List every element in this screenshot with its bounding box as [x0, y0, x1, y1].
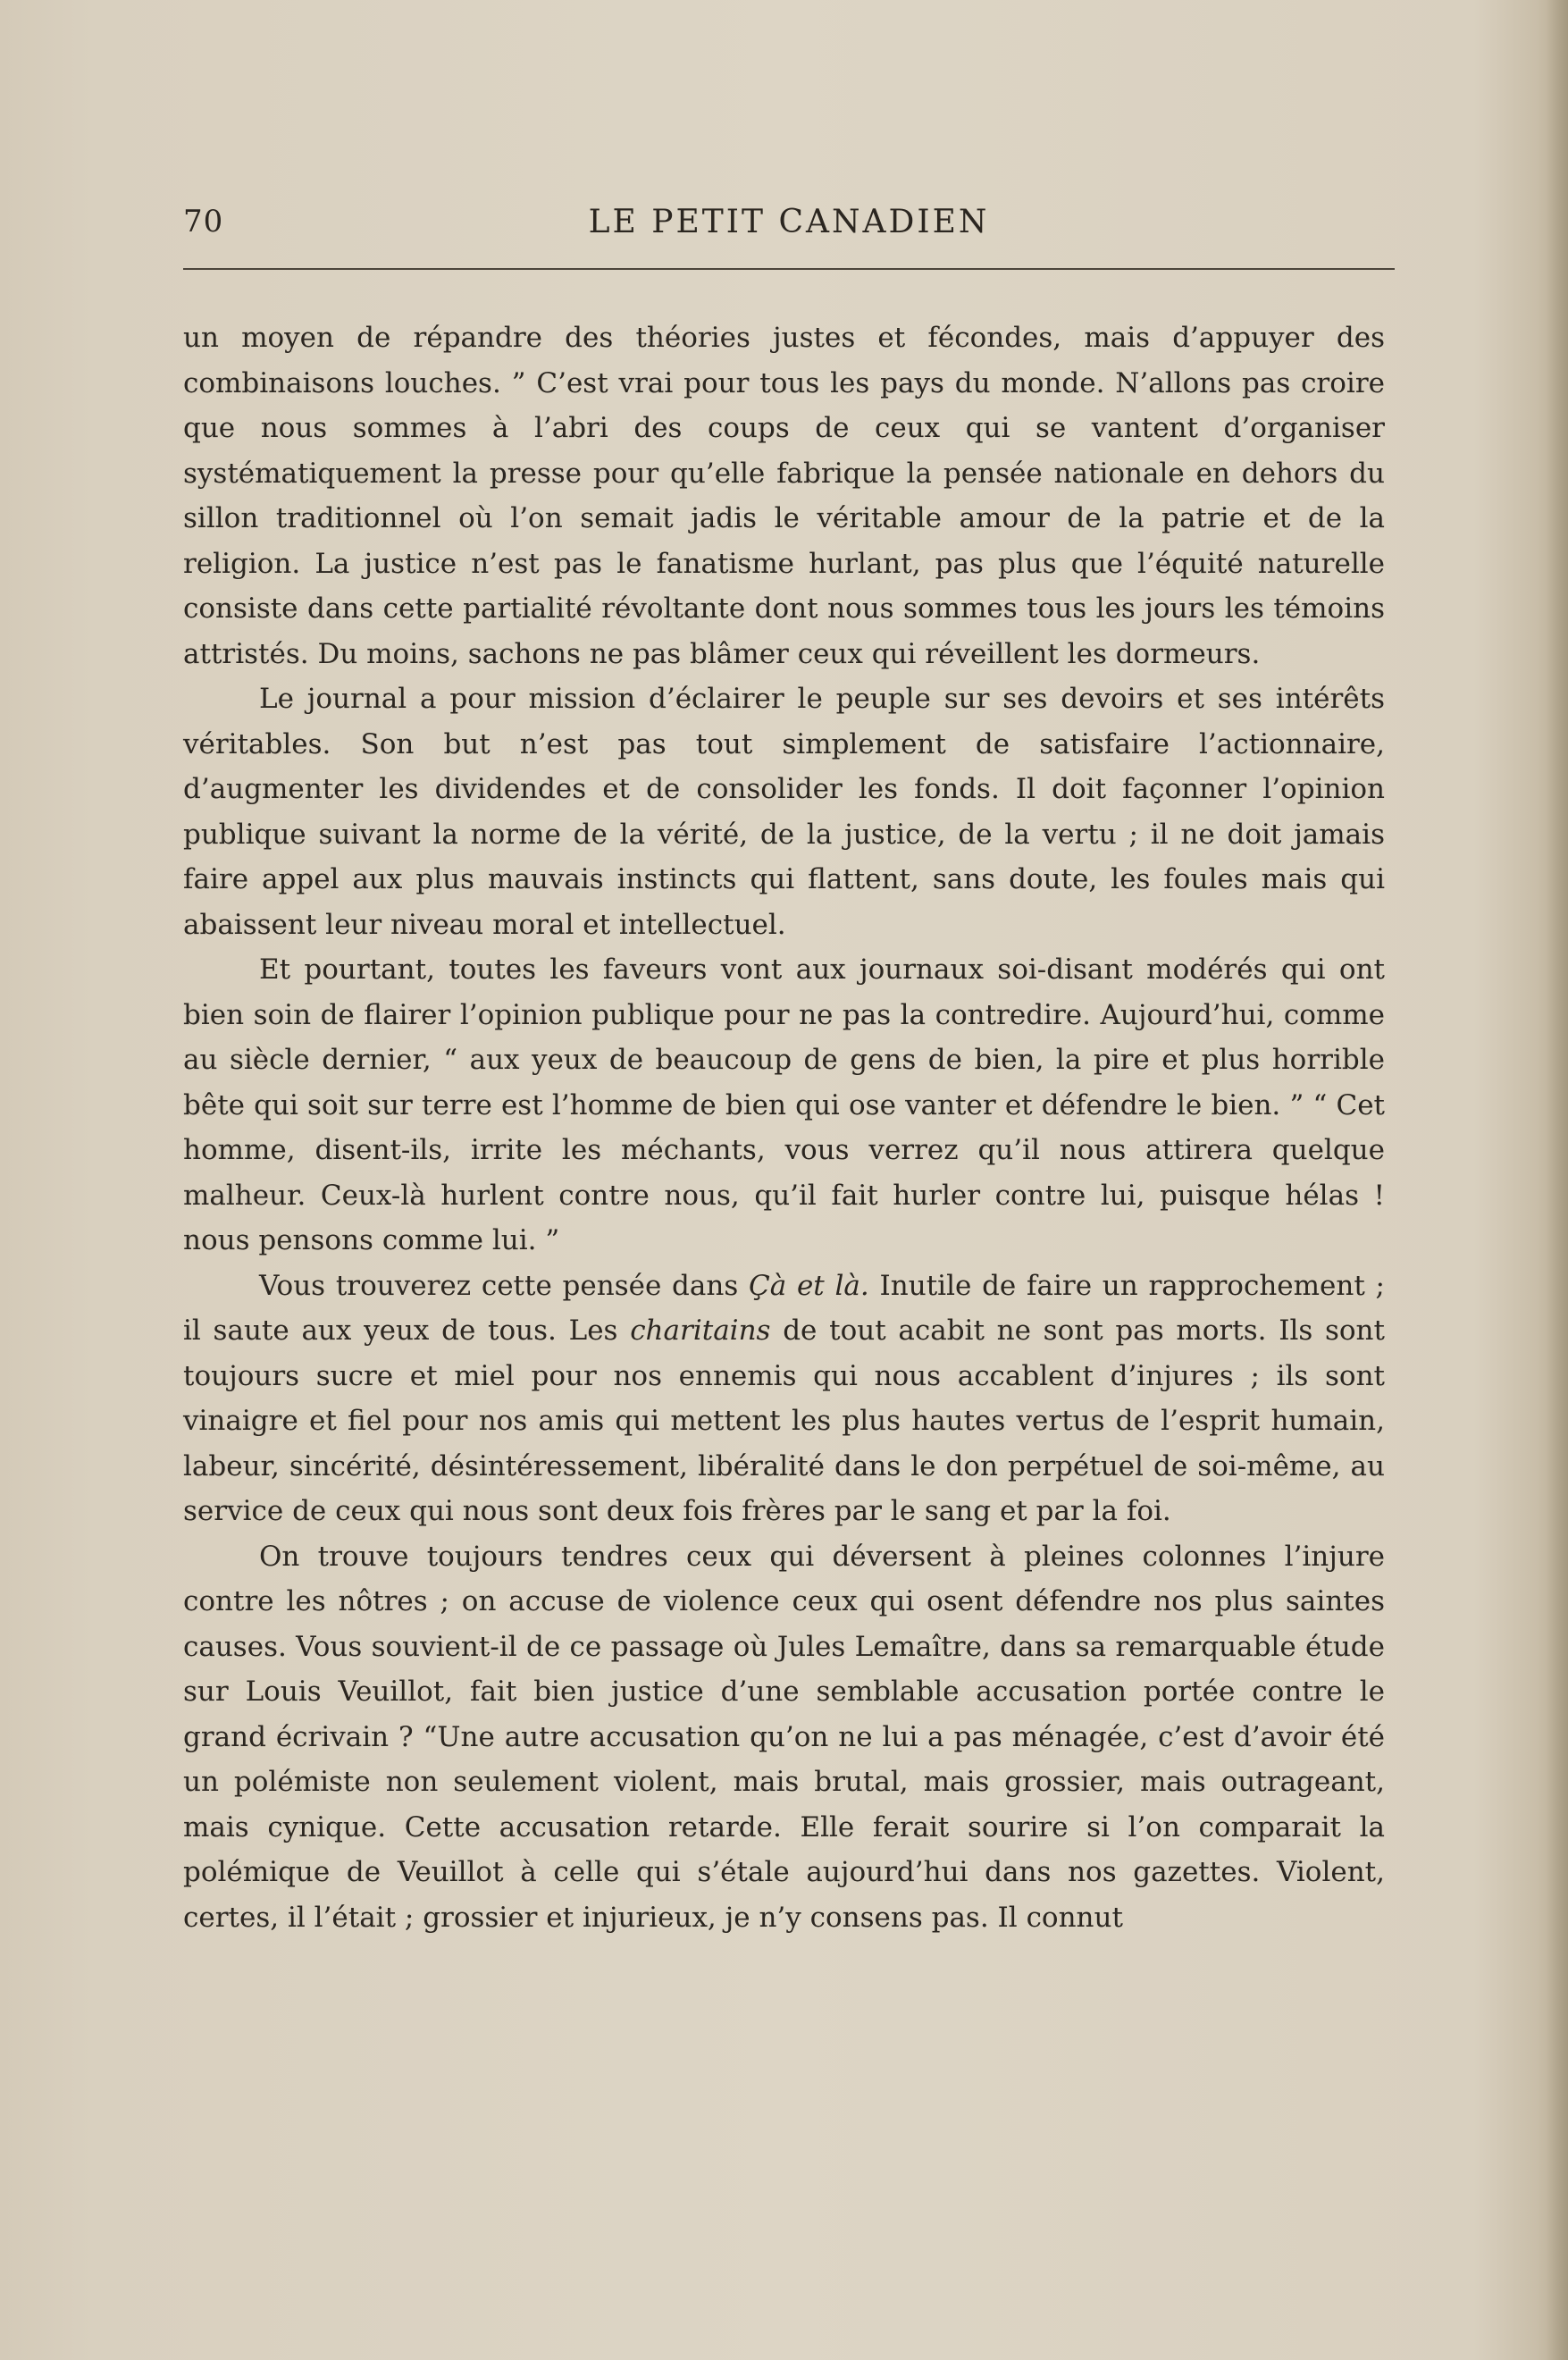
charitains-italic: charitains: [630, 1314, 771, 1347]
page-header: [183, 204, 1395, 247]
paragraph-4-text-c: de tout acabit ne sont pas morts. Ils sont toujours sucre et miel pour nos ennemis qui nous accablent d’injures ; ils sont vinaigre et fiel pour nos amis qui mettent les plus hautes vertus de l’esprit humain, labeur, sincérité, désintéressement, libéralité dans le don perpétuel de soi-même, au service de ceux qui nous sont deux fois frères par le sang et par la foi.: [183, 1314, 1385, 1527]
book-title-italic: Çà et là.: [749, 1269, 869, 1302]
page-number: 70: [183, 204, 224, 239]
paragraph-4-text-b: Inutile de faire un rapprochement ; il saute aux yeux de tous. Les: [183, 1269, 1385, 1347]
paragraph-4-text-a: Vous trouverez cette pensée dans: [259, 1269, 750, 1302]
paragraph-4: [183, 1264, 1385, 1534]
paragraph-1: un moyen de répandre des théories justes et fécondes, mais d’appuyer des combinaisons louches. ” C’est vrai pour tous les pays du monde. N’allons pas croire que nous sommes à l’abri des coups de ceux qui se vantent d’organiser systématiquement la presse pour qu’elle fabrique la pensée nationale en dehors du sillon traditionnel où l’on semait jadis le véritable amour de la patrie et de la religion. La justice n’est pas le fanatisme hurlant, pas plus que l’équité naturelle consiste dans cette partialité révoltante dont nous sommes tous les jours les témoins attristés. Du moins, sachons ne pas blâmer ceux qui réveillent les dormeurs.: [183, 322, 1385, 670]
header-rule: [183, 268, 1395, 270]
paragraph-2: Le journal a pour mission d’éclairer le peuple sur ses devoirs et ses intérêts véritables. Son but n’est pas tout simplement de satisfaire l’actionnaire, d’augmenter les dividendes et de consolider les fonds. Il doit façonner l’opinion publique suivant la norme de la vérité, de la justice, de la vertu ; il ne doit jamais faire appel aux plus mauvais instincts qui flattent, sans doute, les foules mais qui abaissent leur niveau moral et intellectuel.: [183, 683, 1385, 941]
running-title: LE PETIT CANADIEN: [588, 204, 990, 240]
paragraph-3: Et pourtant, toutes les faveurs vont aux journaux soi-disant modérés qui ont bien soin de flairer l’opinion publique pour ne pas la contredire. Aujourd’hui, comme au siècle dernier, “ aux yeux de beaucoup de gens de bien, la pire et plus horrible bête qui soit sur terre est l’homme de bien qui ose vanter et défendre le bien. ” “ Cet homme, disent-ils, irrite les méchants, vous verrez qu’il nous attirera quelque malheur. Ceux-là hurlent contre nous, qu’il fait hurler contre lui, puisque hélas ! nous pensons comme lui. ”: [183, 953, 1385, 1256]
page-spine-shadow: [1547, 0, 1568, 2360]
body-text: [183, 315, 1385, 1940]
paragraph-5: On trouve toujours tendres ceux qui déversent à pleines colonnes l’injure contre les nôtres ; on accuse de violence ceux qui osent défendre nos plus saintes causes. Vous souvient-il de ce passage où Jules Lemaître, dans sa remarquable étude sur Louis Veuillot, fait bien justice d’une semblable accusation portée contre le grand écrivain ? “Une autre accusation qu’on ne lui a pas ménagée, c’est d’avoir été un polémiste non seulement violent, mais brutal, mais grossier, mais outrageant, mais cynique. Cette accusation retarde. Elle ferait sourire si l’on comparait la polémique de Veuillot à celle qui s’étale aujourd’hui dans nos gazettes. Violent, certes, il l’était ; grossier et injurieux, je n’y consens pas. Il connut: [183, 1540, 1385, 1934]
